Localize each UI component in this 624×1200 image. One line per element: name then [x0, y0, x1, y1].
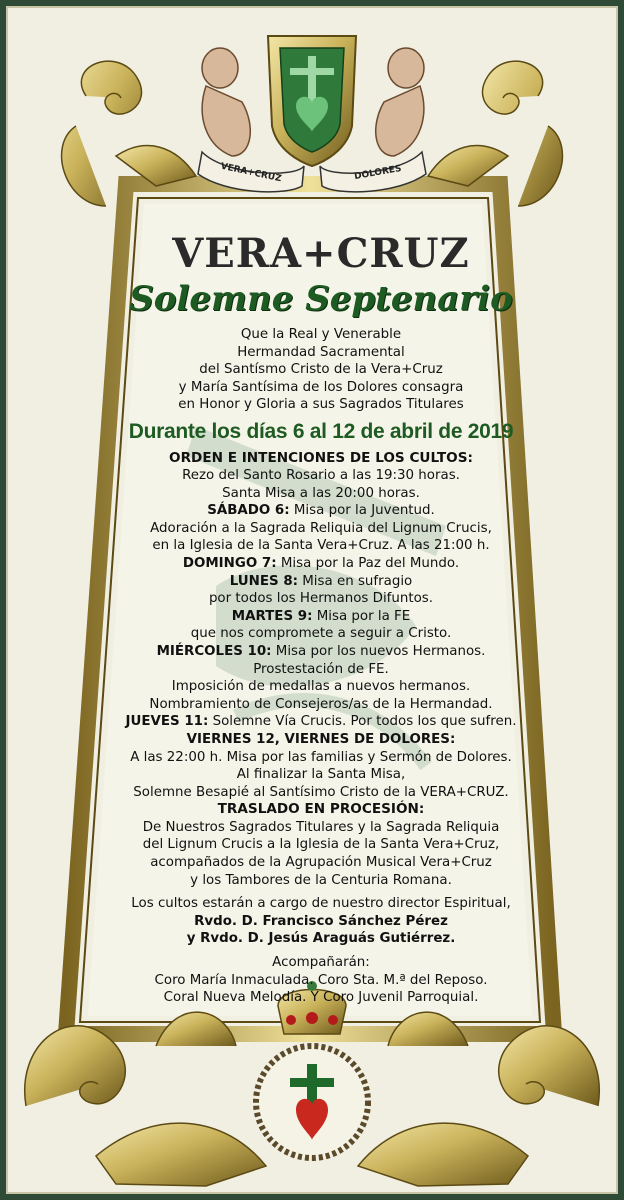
program-text: Santa Misa a las 20:00 horas. [222, 485, 420, 501]
program-text: Misa por la Paz del Mundo. [276, 555, 460, 571]
program-line [76, 608, 566, 626]
program-line [76, 502, 566, 520]
intro-line: Hermandad Sacramental [237, 344, 405, 360]
program-text: Prostestación de FE. [253, 661, 389, 677]
crest-shield [268, 36, 356, 166]
program-line [76, 713, 566, 731]
intro-line: del Santísmo Cristo de la Vera+Cruz [199, 362, 443, 377]
program-line [76, 520, 566, 538]
program-text: A las 22:00 h. Misa por las familias y Sermón de Dolores. [130, 749, 512, 765]
program-line [76, 731, 566, 749]
director-name: y Rvdo. D. Jesús Araguás Gutiérrez. [186, 931, 456, 947]
poster-content [76, 232, 566, 1007]
intro-line: y María Santísima de los Dolores consagra [178, 379, 464, 395]
program-text: Solemne Vía Crucis. Por todos los que sufren. [208, 714, 517, 730]
program-line [76, 537, 566, 555]
director-name: Rvdo. D. Francisco Sánchez Pérez [194, 913, 448, 929]
page-title: VERA+CRUZ [172, 230, 470, 277]
poster [6, 6, 618, 1194]
program-line [76, 625, 566, 643]
program-text: Rezo del Santo Rosario a las 19:30 horas. [182, 468, 460, 483]
choirs-intro: Acompañarán: [272, 954, 370, 970]
program-text: Al finalizar la Santa Misa, [236, 767, 406, 783]
intro-line: en Honor y Gloria a sus Sagrados Titulares [178, 397, 464, 412]
intro-text [76, 326, 566, 414]
program-line [76, 643, 566, 661]
director-intro: Los cultos estarán a cargo de nuestro director Espiritual, [131, 896, 511, 912]
program-line [76, 467, 566, 485]
program-text: Misa por la Juventud. [289, 503, 435, 519]
program-list [76, 467, 566, 801]
program-day: MIÉRCOLES 10: [156, 643, 272, 659]
program-text: Adoración a la Sagrada Reliquia del Lignum Crucis, [150, 520, 492, 536]
procession-line: y los Tambores de la Centuria Romana. [190, 872, 452, 888]
program-text: Misa en sufragio [298, 573, 413, 589]
program-heading: ORDEN E INTENCIONES DE LOS CULTOS: [169, 449, 473, 466]
program-line [76, 555, 566, 573]
program-day: SÁBADO 6: [207, 503, 290, 519]
banner-right-text: DOLORES [353, 163, 403, 183]
program-line [76, 573, 566, 591]
procession-line: del Lignum Crucis a la Iglesia de la Santa Vera+Cruz, [142, 837, 500, 853]
program-day: DOMINGO 7: [182, 555, 277, 571]
program-line [76, 696, 566, 714]
program-day: JUEVES 11: [125, 714, 209, 730]
program-line [76, 749, 566, 767]
program-line [76, 678, 566, 696]
choirs-line: Coro María Inmaculada. Coro Sta. M.ª del Reposo. [154, 972, 488, 988]
program-text: Misa por los nuevos Hermanos. [271, 643, 486, 659]
program-text: en la Iglesia de la Santa Vera+Cruz. A las 21:00 h. [152, 538, 490, 554]
procession-line: acompañados de la Agrupación Musical Vera+Cruz [150, 854, 492, 870]
program-line [76, 766, 566, 784]
program-text: Solemne Besapié al Santísimo Cristo de la VERA+CRUZ. [133, 784, 509, 800]
program-text: por todos los Hermanos Difuntos. [208, 591, 434, 607]
program-text: Misa por la FE [312, 608, 411, 624]
program-text: Imposición de medallas a nuevos hermanos. [171, 679, 471, 695]
intro-line: Que la Real y Venerable [240, 327, 402, 342]
program-day: VIERNES 12, VIERNES DE DOLORES: [186, 731, 456, 747]
banner-left-text: VERA+CRUZ [219, 161, 283, 185]
program-line [76, 590, 566, 608]
page-subtitle: Solemne Septenario [129, 279, 513, 319]
procession-heading: TRASLADO EN PROCESIÓN: [217, 801, 425, 818]
dates-heading: Durante los días 6 al 12 de abril de 2019 [128, 419, 514, 443]
choirs-line: Coral Nueva Melodía. Y Coro Juvenil Parroquial. [163, 990, 479, 1006]
program-day: LUNES 8: [229, 573, 298, 589]
program-line [76, 784, 566, 802]
program-day: MARTES 9: [231, 608, 313, 624]
program-line [76, 661, 566, 679]
program-line [76, 485, 566, 503]
procession-text [76, 819, 566, 889]
program-text: que nos compromete a seguir a Cristo. [190, 626, 452, 642]
program-text: Nombramiento de Consejeros/as de la Hermandad. [149, 696, 493, 712]
procession-line: De Nuestros Sagrados Titulares y la Sagrada Reliquia [142, 819, 500, 835]
